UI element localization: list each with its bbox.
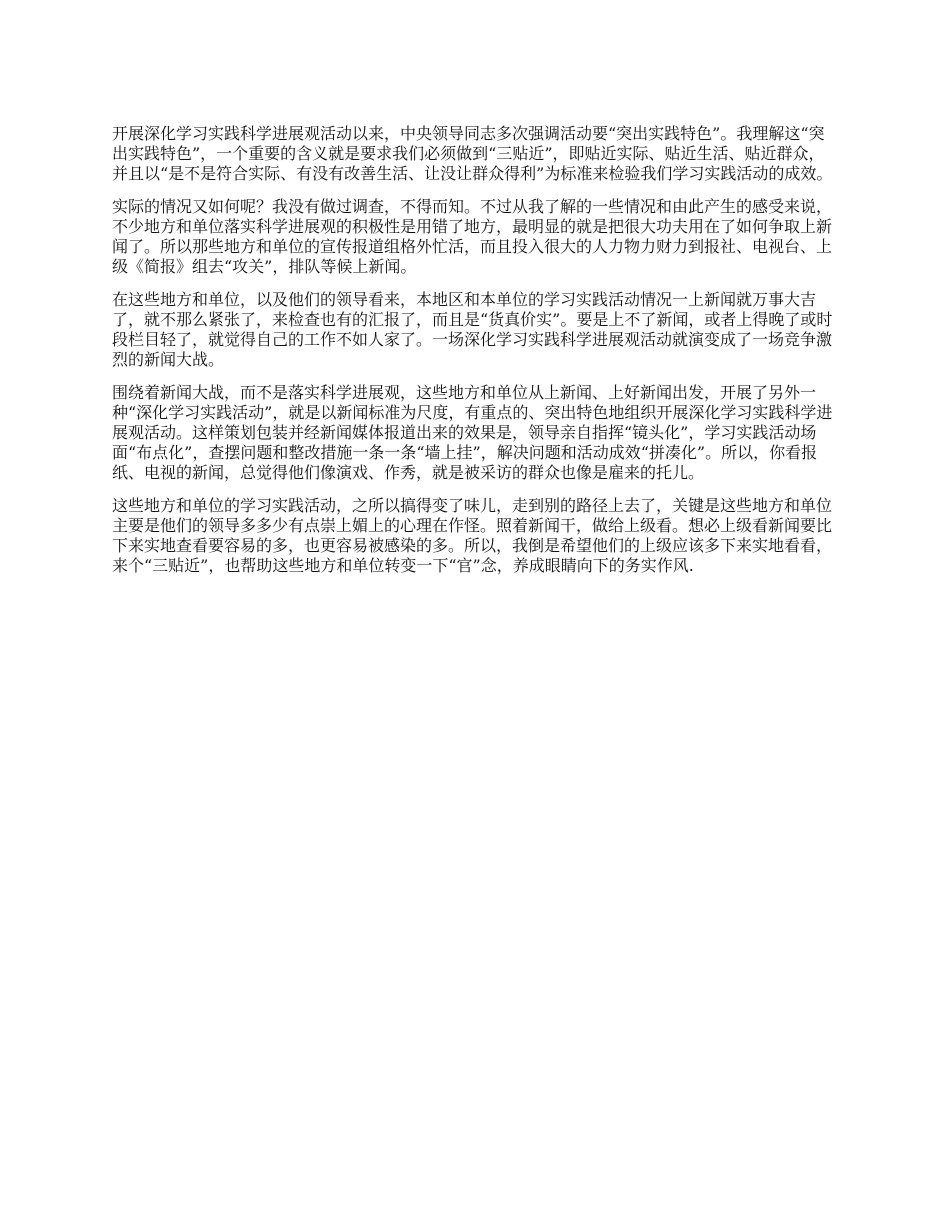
paragraph-3: 在这些地方和单位，以及他们的领导看来，本地区和本单位的学习实践活动情况一上新闻就万事大吉了，就不那么紧张了，来检查也有的汇报了，而且是“货真价实”。要是上不了新闻，或者上得晚了或时段栏目轻了，就觉得自己的工作不如人家了。一场深化学习实践科学进展观活动就演变成了一场竞争激烈的新闻大战。: [112, 290, 833, 369]
paragraph-5: 这些地方和单位的学习实践活动，之所以搞得变了味儿，走到别的路径上去了，关键是这些地方和单位主要是他们的领导多多少有点崇上媚上的心理在作怪。照着新闻干，做给上级看。想必上级看新闻要比下来实地查看要容易的多，也更容易被感染的多。所以，我倒是希望他们的上级应该多下来实地看看，来个“三贴近”，也帮助这些地方和单位转变一下“官”念，养成眼睛向下的务实作风.: [112, 496, 833, 575]
paragraph-1: 开展深化学习实践科学进展观活动以来，中央领导同志多次强调活动要“突出实践特色”。我理解这“突出实践特色”，一个重要的含义就是要求我们必须做到“三贴近”，即贴近实际、贴近生活、贴近群众，并且以“是不是符合实际、有没有改善生活、让没让群众得利”为标准来检验我们学习实践活动的成效。: [112, 124, 833, 183]
paragraph-4: 围绕着新闻大战，而不是落实科学进展观，这些地方和单位从上新闻、上好新闻出发，开展了另外一种“深化学习实践活动”，就是以新闻标准为尺度，有重点的、突出特色地组织开展深化学习实践科学进展观活动。这样策划包装并经新闻媒体报道出来的效果是，领导亲自指挥“镜头化”，学习实践活动场面“布点化”，查摆问题和整改措施一条一条“墙上挂”，解决问题和活动成效“拼凑化”。所以，你看报纸、电视的新闻，总觉得他们像演戏、作秀，就是被采访的群众也像是雇来的托儿。: [112, 383, 833, 482]
paragraph-2: 实际的情况又如何呢？我没有做过调查，不得而知。不过从我了解的一些情况和由此产生的感受来说，不少地方和单位落实科学进展观的积极性是用错了地方，最明显的就是把很大功夫用在了如何争取上新闻了。所以那些地方和单位的宣传报道组格外忙活，而且投入很大的人力物力财力到报社、电视台、上级《简报》组去“攻关”，排队等候上新闻。: [112, 197, 833, 276]
document-body: [112, 124, 840, 589]
